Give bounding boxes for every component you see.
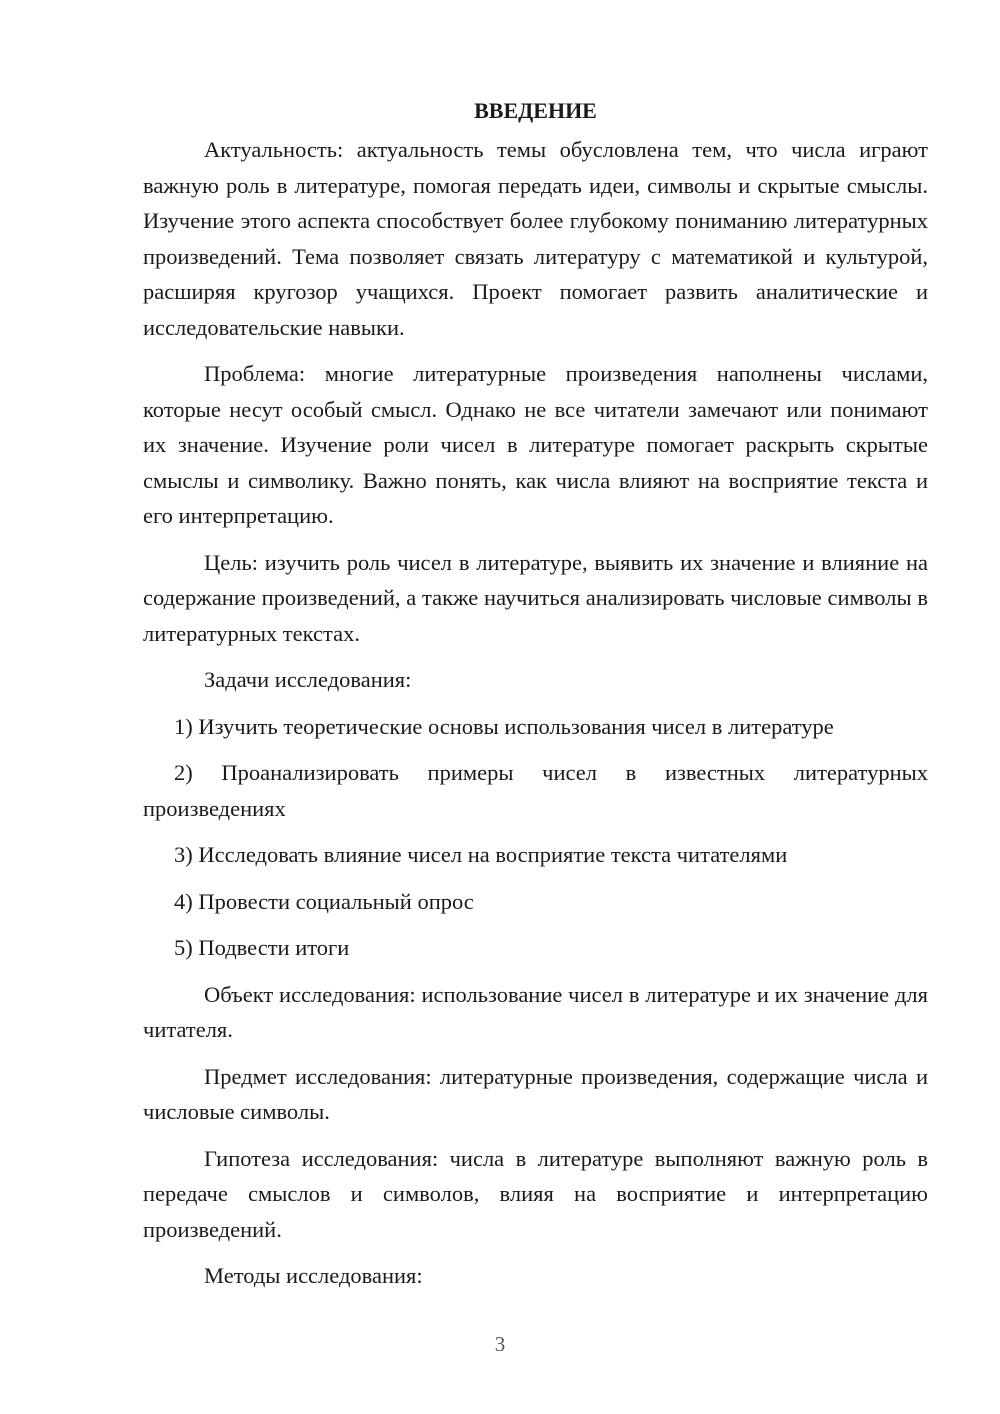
task-item-4: 4) Провести социальный опрос [174,888,474,914]
section-title: ВВЕДЕНИЕ [474,98,597,123]
tasks-heading: Задачи исследования: [204,667,412,692]
task-item-1: 1) Изучить теоретические основы использования чисел в литературе [174,713,834,739]
task-item-2: 2) Проанализировать примеры чисел в известных литературных произведениях [143,760,928,821]
methods-heading: Методы исследования: [204,1263,423,1288]
problem-paragraph: Проблема: многие литературные произведения наполнены числами, которые несут особый смысл. Однако не все читатели замечают или понимают их значение. Изучение роли чисел в литературе помогает раскрыть скрытые смыслы и символику. Важно понять, как числа влияют на восприятие текста и его интерпретацию. [143,361,928,528]
object-paragraph: Объект исследования: использование чисел в литературе и их значение для читателя. [143,981,928,1042]
task-item-5: 5) Подвести итоги [174,935,350,960]
subject-paragraph: Предмет исследования: литературные произведения, содержащие числа и числовые символы. [143,1063,928,1124]
goal-paragraph: Цель: изучить роль чисел в литературе, выявить их значение и влияние на содержание произведений, а также научиться анализировать числовые символы в литературных текстах. [143,549,928,646]
page-number: 3 [494,1332,506,1356]
page-content [143,92,928,1305]
relevance-paragraph: Актуальность: актуальность темы обусловлена тем, что числа играют важную роль в литературе, помогая передать идеи, символы и скрытые смыслы. Изучение этого аспекта способствует более глубокому пониманию литературных произведений. Тема позволяет связать литературу с математикой и культурой, расширяя кругозор учащихся. Проект помогает развить аналитические и исследовательские навыки. [143,137,928,340]
hypothesis-paragraph: Гипотеза исследования: числа в литературе выполняют важную роль в передаче смыслов и символов, влияя на восприятие и интерпретацию произведений. [143,1145,928,1242]
task-item-3: 3) Исследовать влияние чисел на восприятие текста читателями [174,842,788,867]
